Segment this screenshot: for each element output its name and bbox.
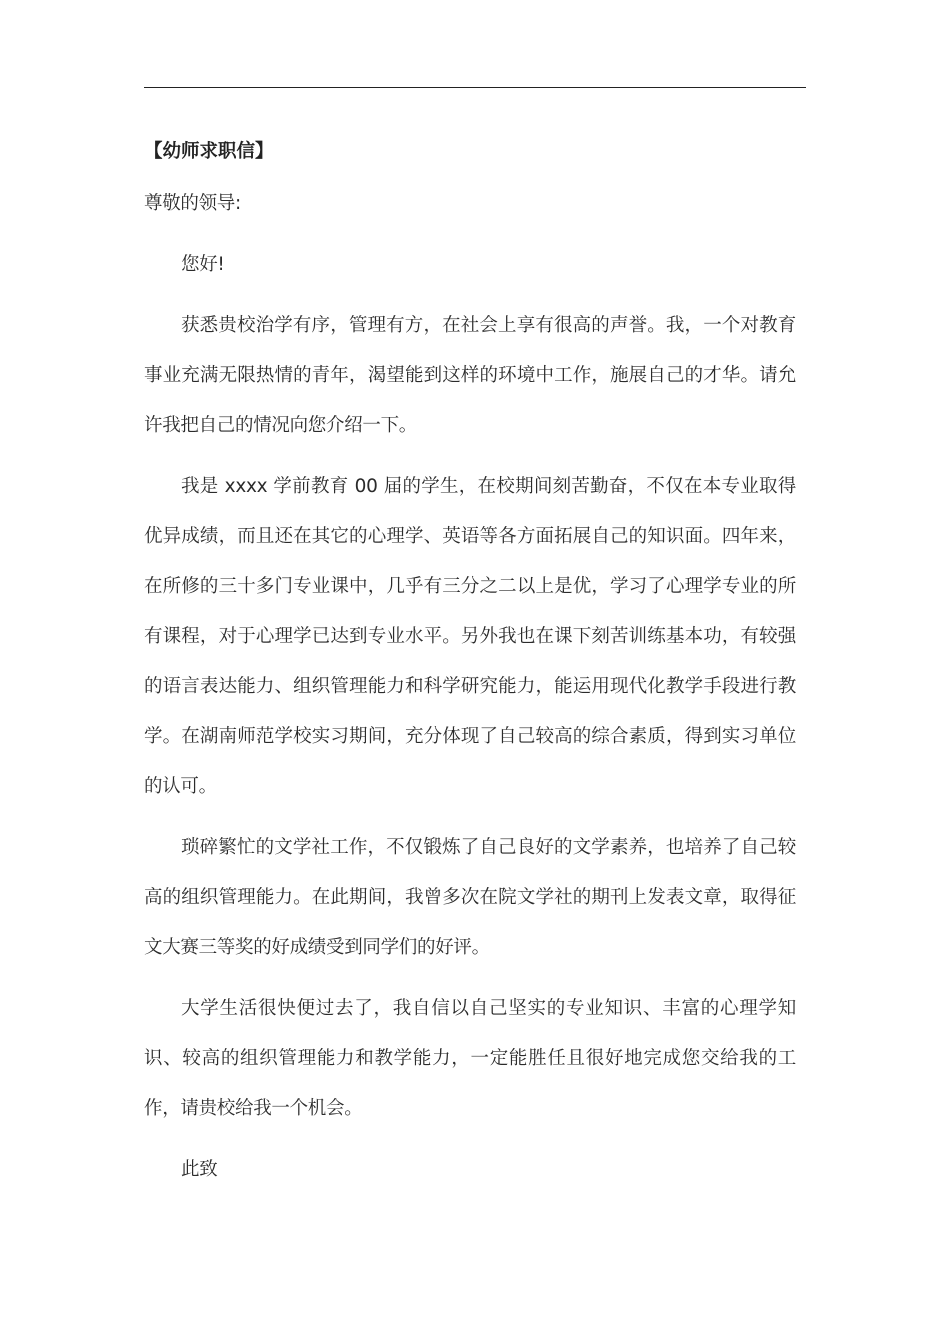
letter-body (144, 137, 796, 1206)
paragraph-1: 获悉贵校治学有序，管理有方，在社会上享有很高的声誉。我，一个对教育事业充满无限热情的青年，渴望能到这样的环境中工作，施展自己的才华。请允许我把自己的情况向您介绍一下。 (144, 315, 796, 436)
header-rule (144, 87, 806, 88)
paragraph-2: 我是 xxxx 学前教育 00 届的学生，在校期间刻苦勤奋，不仅在本专业取得优异成绩，而且还在其它的心理学、英语等各方面拓展自己的知识面。四年来，在所修的三十多门专业课中，几乎有三分之二以上是优，学习了心理学专业的所有课程，对于心理学已达到专业水平。另外我也在课下刻苦训练基本功，有较强的语言表达能力、组织管理能力和科学研究能力，能运用现代化教学手段进行教学。在湖南师范学校实习期间，充分体现了自己较高的综合素质，得到实习单位的认可。 (144, 476, 796, 797)
paragraph-3: 琐碎繁忙的文学社工作，不仅锻炼了自己良好的文学素养，也培养了自己较高的组织管理能力。在此期间，我曾多次在院文学社的期刊上发表文章，取得征文大赛三等奖的好成绩受到同学们的好评。 (144, 837, 796, 958)
closing: 此致 (181, 1159, 218, 1180)
salutation: 尊敬的领导: (144, 193, 241, 214)
paragraph-4: 大学生活很快便过去了，我自信以自己坚实的专业知识、丰富的心理学知识、较高的组织管理能力和教学能力，一定能胜任且很好地完成您交给我的工作，请贵校给我一个机会。 (144, 998, 796, 1119)
letter-title: 【幼师求职信】 (144, 141, 274, 162)
greeting: 您好! (181, 254, 225, 275)
